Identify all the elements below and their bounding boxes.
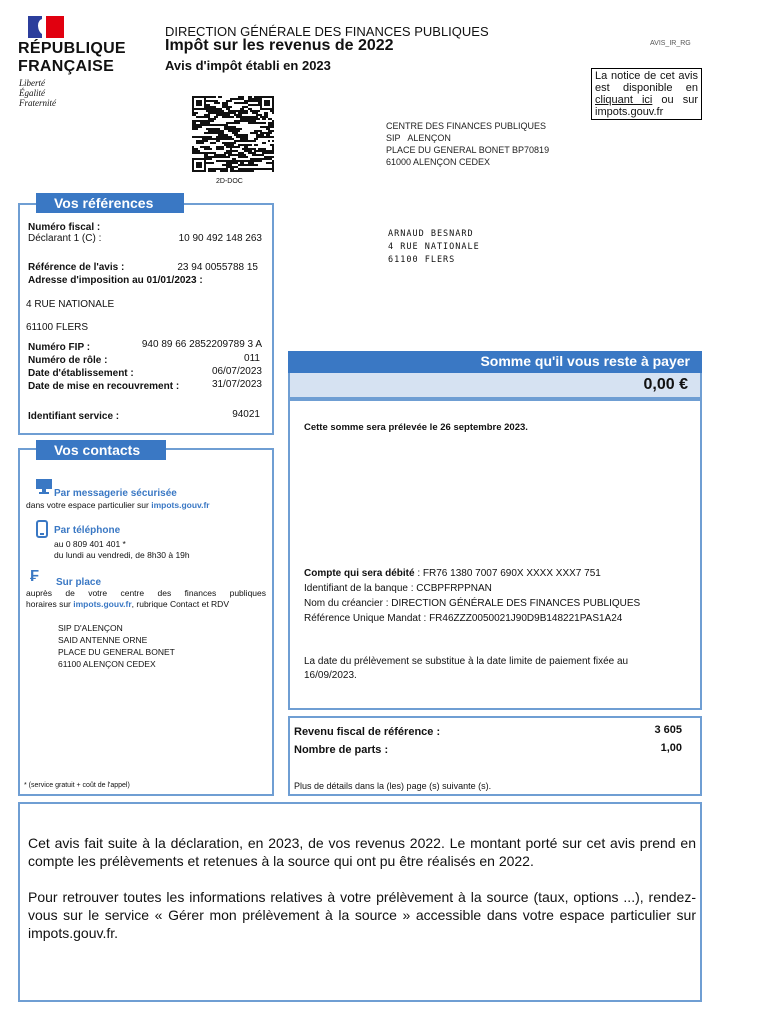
payment-box: Cette somme sera prélevée le 26 septembre 2023. Compte qui sera débité : FR76 1380 7007 690X XXXX XXX7 751 Identifiant de la banque : CCBPFRPPNAN Nom du créancier : DIRECTION GÉNÉRALE DES FINANCES PUBLIQUES Référence Unique Mandat : FR46ZZZ0050021J90D9B148221PAS1A24 La date du prélèvement se substitue à la date limite de paiement fixée au 16/09/2023. <box>288 399 702 710</box>
page-title: Impôt sur les revenus de 2022 <box>165 37 394 54</box>
avis-reference-value: 23 94 0055788 15 <box>177 262 258 273</box>
declarant-value: 10 90 492 148 263 <box>178 233 262 244</box>
notice-box: La notice de cet avis est disponible en cliquant ici ou sur impots.gouv.fr <box>591 68 702 120</box>
payment-amount: 0,00 € <box>288 373 702 399</box>
page-subtitle: Avis d'impôt établi en 2023 <box>165 58 331 73</box>
recipient-address: ARNAUD BESNARD 4 RUE NATIONALE 61100 FLERS <box>388 229 480 265</box>
references-box: Numéro fiscal : Déclarant 1 (C) : 10 90 492 148 263 Référence de l'avis : 23 94 0055788 15 Adresse d'imposition au 01/01/2023 : 4 RUE NATIONALE 61100 FLERS Numéro FIP : 940 89 66 2852209789 3 A Numéro de rôle : 011 Date d'établissement : 06/07/2023 Date de mise en recouvrement : 31/07/2023 Identifiant service : 94021 <box>18 203 274 435</box>
debit-notice: Cette somme sera prélevée le 26 septembre 2023. <box>304 422 528 433</box>
computer-icon <box>34 478 54 497</box>
tax-income-box: Revenu fiscal de référence : 3 605 Nombre de parts : 1,00 Plus de détails dans la (les) page (s) suivante (s). <box>288 716 702 796</box>
header-org: DIRECTION GÉNÉRALE DES FINANCES PUBLIQUES <box>165 24 489 39</box>
parts-value: 1,00 <box>660 742 682 754</box>
contacts-title: Vos contacts <box>36 440 166 460</box>
account-value: : FR76 1380 7007 690X XXXX XXX7 751 <box>414 568 601 579</box>
republic-motto: Liberté Égalité Fraternité <box>19 78 56 108</box>
document-code: AVIS_IR_RG <box>650 40 691 47</box>
building-icon: ₣ <box>30 568 39 585</box>
payment-title: Somme qu'il vous reste à payer <box>288 351 702 373</box>
fip-value: 940 89 66 2852209789 3 A <box>141 339 262 350</box>
marianne-logo <box>18 16 66 38</box>
republique-francaise-logo-text: RÉPUBLIQUE FRANÇAISE <box>18 40 126 75</box>
msg-link[interactable]: impots.gouv.fr <box>151 500 210 510</box>
phone-icon <box>36 520 48 541</box>
sender-address: CENTRE DES FINANCES PUBLIQUES SIP ALENÇON PLACE DU GENERAL BONET BP70819 61000 ALENÇON CEDEX <box>386 121 550 167</box>
rfr-value: 3 605 <box>654 724 682 736</box>
references-title: Vos références <box>36 193 184 213</box>
qr-label: 2D-DOC <box>216 178 243 185</box>
info-box: Cet avis fait suite à la déclaration, en 2023, de vos revenus 2022. Le montant porté sur cet avis prend en compte les prélèvements et retenues à la source qui ont pu être réalisés en 2022. Pour retrouver toutes les informations relatives à votre prélèvement à la source (taux, options ...), rendez-vous sur le service « Gérer mon prélèvement à la source » accessible dans votre espace particulier sur impots.gouv.fr. <box>18 802 702 1002</box>
footnote: * (service gratuit + coût de l'appel) <box>24 782 130 789</box>
place-link[interactable]: impots.gouv.fr <box>73 599 132 609</box>
contacts-box: Par messagerie sécurisée dans votre espace particulier sur impots.gouv.fr Par téléphone au 0 809 401 401 * du lundi au vendredi, de 8h30 à 19h ₣ Sur place auprès de votre centre des finances publiques horaires sur impots.gouv.fr, rubrique Contact et RDV SIP D'ALENÇON SAID ANTENNE ORNE PLACE DU GENERAL BONET 61100 ALENÇON CEDEX * (service gratuit + coût de l'appel) <box>18 448 274 796</box>
notice-link[interactable]: cliquant ici <box>595 94 653 106</box>
qr-code-icon <box>192 96 274 172</box>
